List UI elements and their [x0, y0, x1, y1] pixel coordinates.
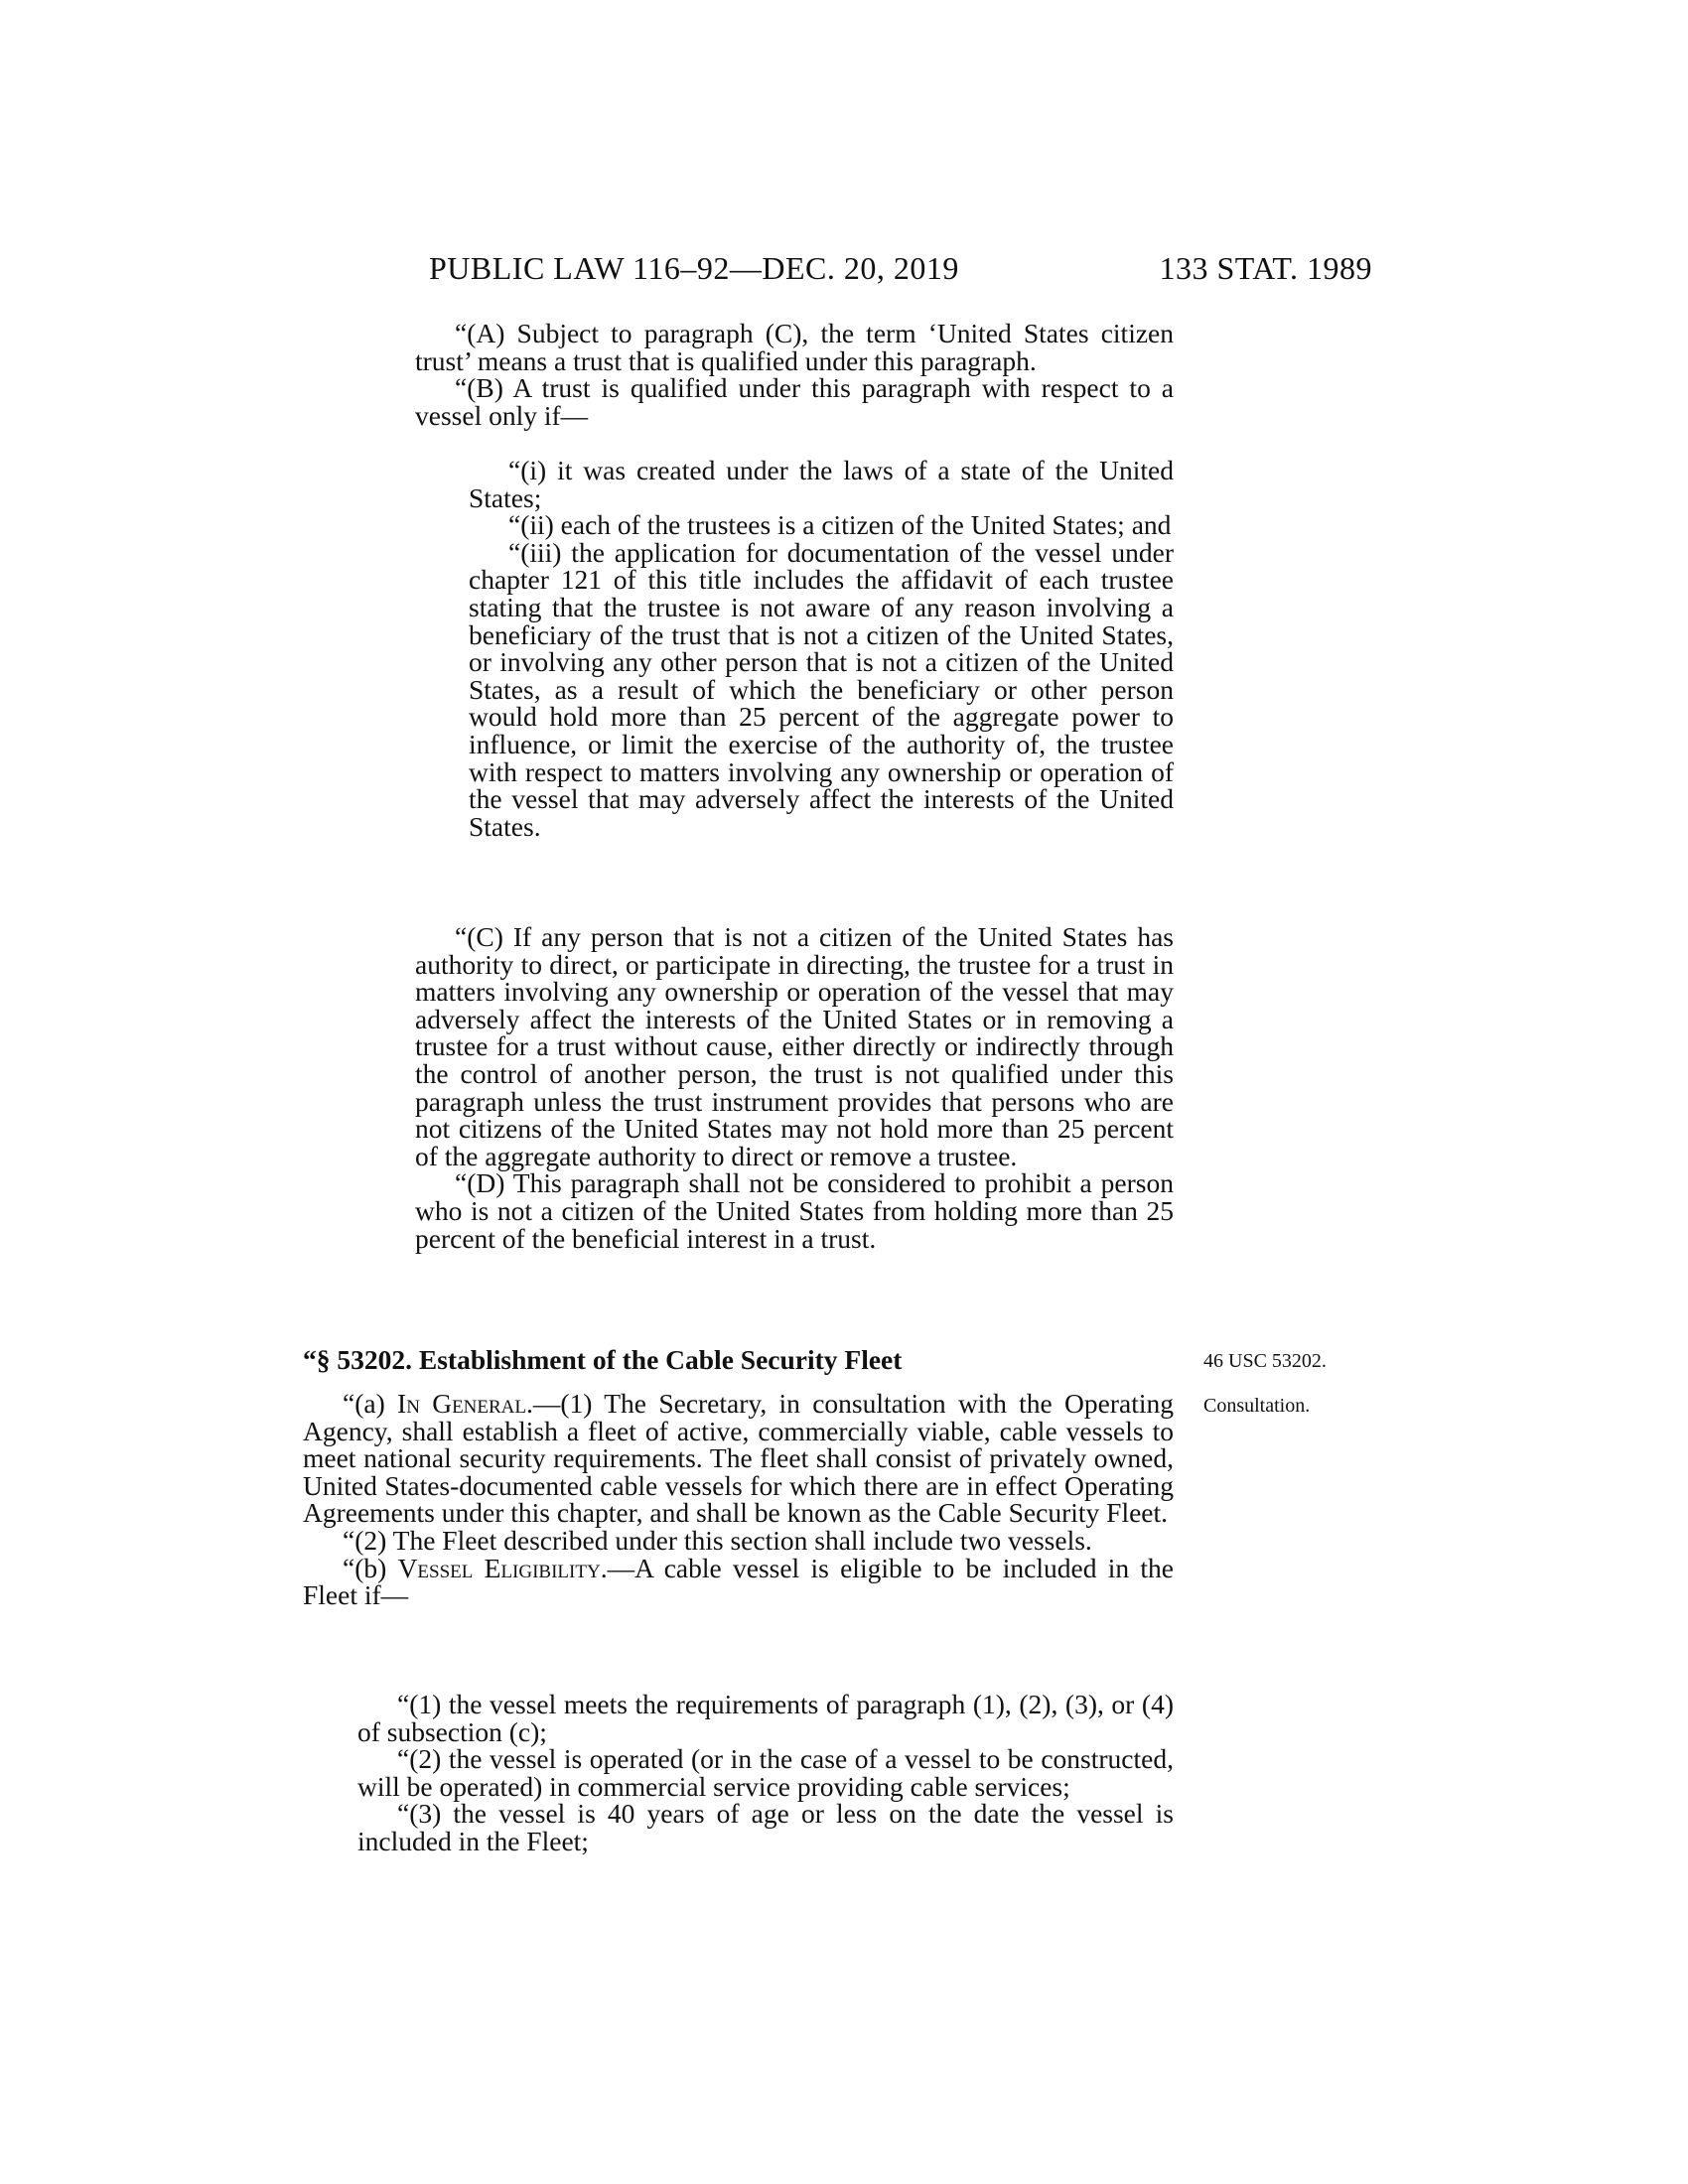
- header-stat-page: 133 STAT. 1989: [1159, 250, 1372, 286]
- subsection-b-prefix: “(b): [343, 1552, 398, 1583]
- subsection-b-paragraphs: [357, 1691, 1174, 1855]
- section-body: [303, 1390, 1174, 1609]
- paragraph-B: “(B) A trust is qualified under this paragraph with respect to a vessel only if—: [415, 372, 1174, 431]
- subsection-b-caption: Vessel Eligibility: [397, 1552, 601, 1583]
- margin-note-consultation: Consultation.: [1203, 1395, 1311, 1417]
- paragraph-C-D-block: [415, 923, 1174, 1252]
- margin-note-usc: 46 USC 53202.: [1203, 1350, 1327, 1372]
- subsection-b-2: “(2) the vessel is operated (or in the case of a vessel to be constructed, will be operated) in commercial service providing cable services;: [357, 1743, 1174, 1802]
- subsection-a-text: .—(1) The Secretary, in consultation with the Operating Agency, shall establish a fleet of active, commercially viable, cable vessels to meet national security requirements. The fleet shall consist of privately owned, United States-documented cable vessels for which there are in effect Operating Agreements under this chapter, and shall be known as the Cable Security Fleet.: [303, 1388, 1175, 1529]
- paragraph-A: “(A) Subject to paragraph (C), the term ‘United States citizen trust’ means a trust that is qualified under this paragraph.: [415, 318, 1174, 376]
- header-law-citation: PUBLIC LAW 116–92—DEC. 20, 2019: [429, 250, 959, 286]
- subsection-a-2: “(2) The Fleet described under this section shall include two vessels.: [343, 1524, 1092, 1556]
- subsection-b-text: .—A cable vessel is eligible to be included in the Fleet if—: [303, 1552, 1174, 1611]
- subsection-a-caption: In General: [397, 1388, 527, 1419]
- subsection-b-1: “(1) the vessel meets the requirements of paragraph (1), (2), (3), or (4) of subsection (c);: [357, 1689, 1174, 1747]
- clause-B-i: “(i) it was created under the laws of a state of the United States;: [469, 455, 1174, 513]
- paragraph-C: “(C) If any person that is not a citizen of the United States has authority to direct, or participate in directing, the trustee for a trust in matters involving any ownership or operation of the vessel that may adversely affect the interests of the United States or in removing a trustee for a trust without cause, either directly or indirectly through the control of another person, the trust is not qualified under this paragraph unless the trust instrument provides that persons who are not citizens of the United States may not hold more than 25 percent of the aggregate authority to direct or remove a trustee.: [415, 921, 1174, 1171]
- subsection-b: [303, 1552, 1174, 1611]
- subsection-a: [303, 1390, 1174, 1527]
- subsection-b-3: “(3) the vessel is 40 years of age or less on the date the vessel is included in the Fleet;: [357, 1798, 1174, 1856]
- paragraph-B-subclauses: [469, 457, 1174, 840]
- subsection-a-prefix: “(a): [343, 1388, 398, 1419]
- paragraph-A-block: [415, 320, 1174, 429]
- paragraph-D: “(D) This paragraph shall not be considered to prohibit a person who is not a citizen of the United States from holding more than 25 percent of the beneficial interest in a trust.: [415, 1167, 1174, 1254]
- section-heading: “§ 53202. Establishment of the Cable Security Fleet: [303, 1344, 903, 1375]
- clause-B-iii: “(iii) the application for documentation of the vessel under chapter 121 of this title includes the affidavit of each trustee stating that the trustee is not aware of any reason involving a beneficiary of the trust that is not a citizen of the United States, or involving any other person that is not a citizen of the United States, as a result of which the beneficiary or other person would hold more than 25 percent of the aggregate power to influence, or limit the exercise of the authority of, the trustee with respect to matters involving any ownership or operation of the vessel that may adversely affect the interests of the United States.: [469, 536, 1174, 842]
- clause-B-ii: “(ii) each of the trustees is a citizen of the United States; and: [508, 509, 1172, 541]
